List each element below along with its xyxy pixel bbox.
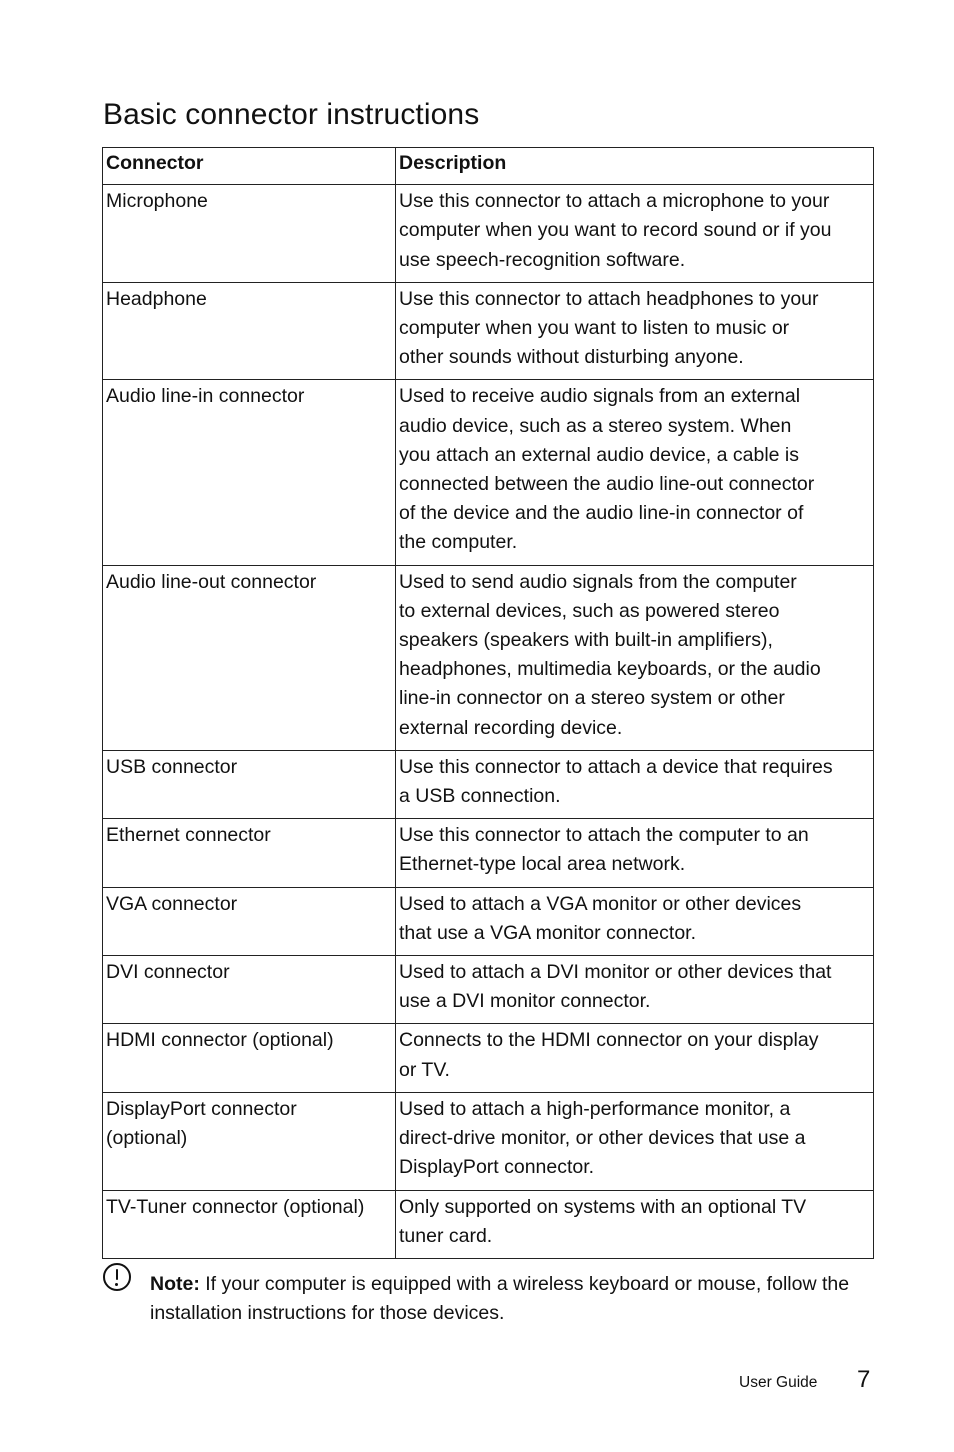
connector-cell: Audio line-in connector (103, 380, 396, 565)
connector-cell: VGA connector (103, 887, 396, 955)
description-cell: Used to attach a VGA monitor or other devices that use a VGA monitor connector. (396, 887, 874, 955)
table-row (103, 282, 874, 380)
description-cell: Used to receive audio signals from an external audio device, such as a stereo system. When you attach an external audio device, a cable is connected between the audio line-out connector of the device and the audio line-in connector of the computer. (396, 380, 874, 565)
description-cell: Connects to the HDMI connector on your display or TV. (396, 1024, 874, 1092)
note-label: Note: (150, 1273, 200, 1295)
table-row (103, 380, 874, 565)
page-number: 7 (857, 1366, 871, 1393)
connector-table (102, 147, 874, 1259)
connector-cell: Headphone (103, 282, 396, 380)
description-cell: Use this connector to attach headphones to your computer when you want to listen to music or other sounds without disturbing anyone. (396, 282, 874, 380)
description-cell: Used to attach a high-performance monitor, a direct-drive monitor, or other devices that use a DisplayPort connector. (396, 1092, 874, 1190)
connector-cell: DVI connector (103, 956, 396, 1024)
connector-cell: USB connector (103, 750, 396, 818)
description-cell: Use this connector to attach the computer to an Ethernet-type local area network. (396, 819, 874, 887)
connector-cell: Microphone (103, 185, 396, 283)
table-row (103, 565, 874, 750)
column-header-description: Description (396, 148, 874, 185)
connector-cell: Ethernet connector (103, 819, 396, 887)
table-row (103, 1190, 874, 1258)
footer-label: User Guide (739, 1374, 818, 1391)
connector-cell: DisplayPort connector (optional) (103, 1092, 396, 1190)
table-row (103, 1024, 874, 1092)
connector-cell: Audio line-out connector (103, 565, 396, 750)
table-row (103, 750, 874, 818)
table-row (103, 185, 874, 283)
table-row (103, 887, 874, 955)
description-cell: Only supported on systems with an optional TV tuner card. (396, 1190, 874, 1258)
column-header-connector: Connector (103, 148, 396, 185)
description-cell: Used to attach a DVI monitor or other devices that use a DVI monitor connector. (396, 956, 874, 1024)
table-row (103, 956, 874, 1024)
connector-cell: TV-Tuner connector (optional) (103, 1190, 396, 1258)
table-header-row (103, 148, 874, 185)
page-title: Basic connector instructions (103, 98, 480, 131)
description-cell: Use this connector to attach a device that requires a USB connection. (396, 750, 874, 818)
connector-cell: HDMI connector (optional) (103, 1024, 396, 1092)
note-text (150, 1270, 865, 1328)
description-cell: Used to send audio signals from the computer to external devices, such as powered stereo speakers (speakers with built-in amplifiers), headphones, multimedia keyboards, or the audio line-in connector on a stereo system or other external recording device. (396, 565, 874, 750)
description-cell: Use this connector to attach a microphone to your computer when you want to record sound or if you use speech-recognition software. (396, 185, 874, 283)
alert-icon (103, 1263, 131, 1291)
table-row (103, 1092, 874, 1190)
note-body: If your computer is equipped with a wireless keyboard or mouse, follow the installation instructions for those devices. (150, 1273, 850, 1325)
table-row (103, 819, 874, 887)
